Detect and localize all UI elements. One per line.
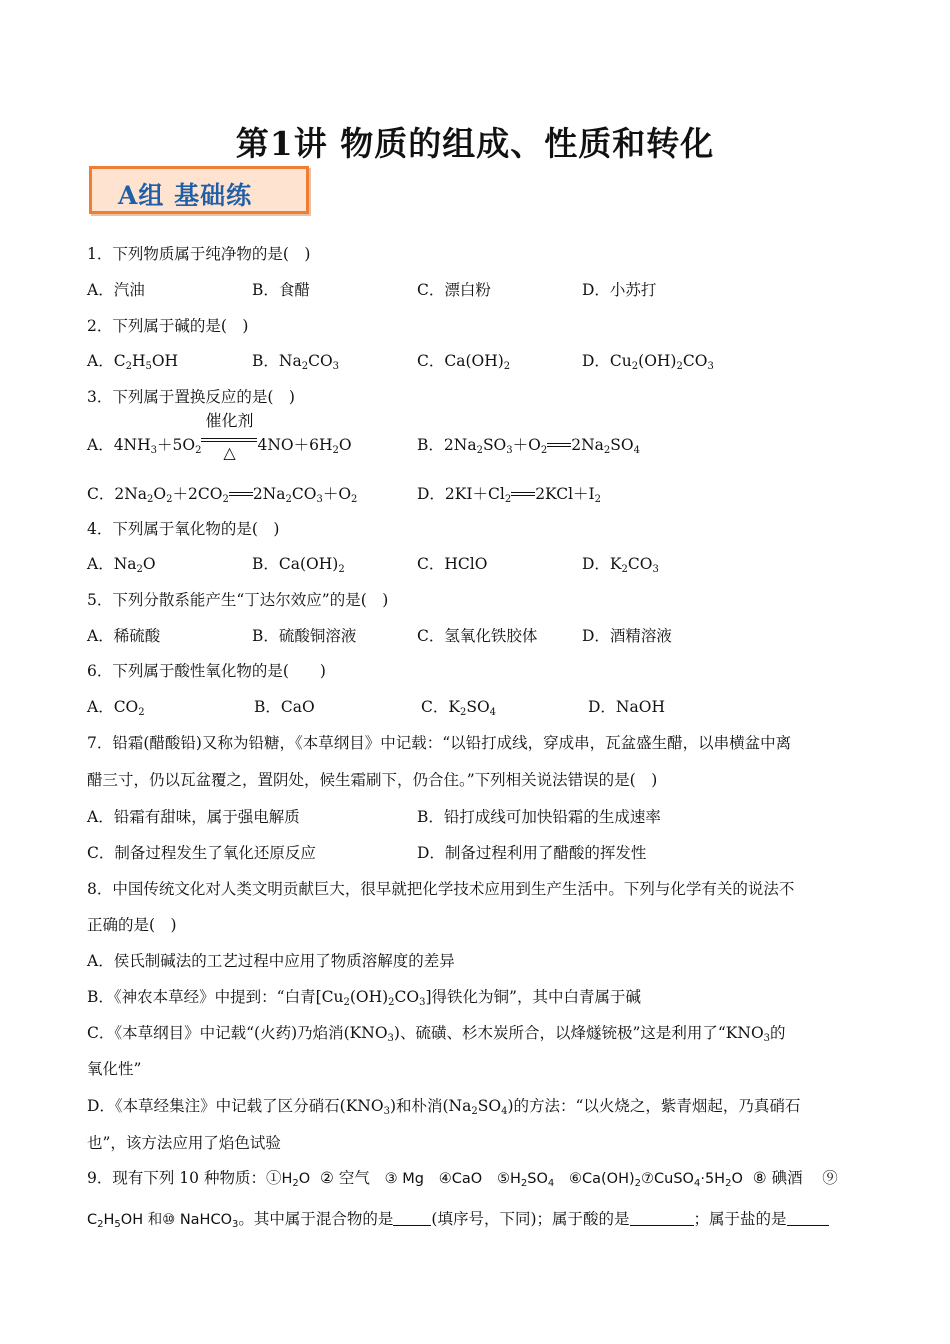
question-3-stem: 3．下列属于置换反应的是( )	[87, 388, 295, 406]
question-1-stem: 1．下列物质属于纯净物的是( )	[87, 245, 311, 263]
q3-option-c: C．$2Na_2O_2+2CO_2$ $2Na_2CO_3+O_2$	[87, 485, 358, 505]
q8-option-d-line-2: 也”，该方法应用了焰色试验	[87, 1134, 281, 1152]
answer-blank-acid[interactable]	[630, 1211, 694, 1226]
answer-blank-salt[interactable]	[787, 1211, 829, 1226]
q7-option-c: C．制备过程发生了氧化还原反应	[87, 844, 316, 862]
question-8-stem-line-2: 正确的是( )	[87, 916, 177, 934]
q3-option-b: B．$2Na_2SO_3+O_2$ $2Na_2SO_4$	[417, 436, 640, 456]
q6-option-a: A．$CO_2$	[87, 698, 145, 718]
q5-option-d: D．酒精溶液	[582, 627, 672, 645]
question-4-stem: 4．下列属于氧化物的是( )	[87, 520, 280, 538]
q8-option-d-line-1: D．《本草经集注》中记载了区分硝石$(KNO_3)$和朴消$(Na_2SO_4)$的方法：“以火烧之，紫青烟起，乃真硝石	[87, 1097, 801, 1117]
q1-option-a: A．汽油	[87, 281, 145, 299]
q3-option-a: A．$4NH_3+5O_2$ 催化剂 △ $4NO+6H_2O$	[87, 411, 352, 462]
q2-option-d: D．$Cu_2(OH)_2CO_3$	[582, 352, 714, 372]
page-title: 第1讲 物质的组成、性质和转化	[235, 124, 715, 163]
q8-option-c-line-1: C．《本草纲目》中记载“(火药)乃焰消$(KNO_3)$、硫磺、杉木炭所合，以烽燧铳极”这是利用了“$KNO_3$的	[87, 1024, 786, 1044]
question-9-line-2: $C_2H_5OH$ 和⑩ NaHCO$_3$。其中属于混合物的是 (填序号，下同)；属于酸的是 ；属于盐的是	[87, 1208, 877, 1231]
section-badge-label: A组 基础练	[118, 181, 253, 210]
reaction-condition: 催化剂 △	[201, 436, 257, 448]
q4-option-b: B．$Ca(OH)_2$	[252, 555, 345, 575]
q8-option-c-line-2: 氧化性”	[87, 1060, 142, 1078]
q2-option-a: A．$C_2H_5OH$	[87, 352, 179, 372]
q4-option-c: C．HClO	[417, 555, 488, 573]
q3-option-d: D．$2KI+Cl_2$ $2KCl+I_2$	[417, 485, 602, 505]
q4-option-d: D．$K_2CO_3$	[582, 555, 659, 575]
q6-option-c: C．$K_2SO_4$	[421, 698, 497, 718]
question-6-stem: 6．下列属于酸性氧化物的是( )	[87, 662, 326, 680]
q1-option-d: D．小苏打	[582, 281, 657, 299]
q8-option-a: A．侯氏制碱法的工艺过程中应用了物质溶解度的差异	[87, 952, 455, 970]
q1-option-c: C．漂白粉	[417, 281, 491, 299]
q5-option-b: B．硫酸铜溶液	[252, 627, 357, 645]
q7-option-d: D．制备过程利用了醋酸的挥发性	[417, 844, 647, 862]
q2-option-b: B．$Na_2CO_3$	[252, 352, 340, 372]
q7-option-b: B．铅打成线可加快铅霜的生成速率	[417, 808, 661, 826]
q4-option-a: A．$Na_2O$	[87, 555, 156, 575]
question-8-stem-line-1: 8．中国传统文化对人类文明贡献巨大，很早就把化学技术应用到生产生活中。下列与化学有关的说法不	[87, 880, 795, 898]
q6-option-b: B．CaO	[254, 698, 315, 716]
answer-blank-mixture[interactable]	[393, 1211, 431, 1226]
section-badge	[89, 166, 309, 214]
question-9-line-1: 9．现有下列 10 种物质：$①H_2O$ ② 空气 ③ Mg ④CaO $⑤H_2SO_4$ $⑥Ca(OH)_2⑦CuSO_4\cdot 5H_2O$ ⑧ 碘酒 ⑨	[87, 1169, 838, 1189]
q8-option-b: B．《神农本草经》中提到：“白青$[Cu_2(OH)_2CO_3]$得铁化为铜”，其中白青属于碱	[87, 988, 641, 1008]
q2-option-c: C．$Ca(OH)_2$	[417, 352, 511, 372]
question-7-stem-line-2: 醋三寸，仍以瓦盆覆之，置阴处，候生霜刷下，仍合住。”下列相关说法错误的是( )	[87, 771, 658, 789]
question-7-stem-line-1: 7．铅霜(醋酸铅)又称为铅糖，《本草纲目》中记载：“以铅打成线，穿成串，瓦盆盛生醋，以串横盆中离	[87, 734, 792, 752]
q7-option-a: A．铅霜有甜味，属于强电解质	[87, 808, 300, 826]
q5-option-a: A．稀硫酸	[87, 627, 161, 645]
q6-option-d: D．NaOH	[588, 698, 665, 716]
question-5-stem: 5．下列分散系能产生“丁达尔效应”的是( )	[87, 591, 389, 609]
q5-option-c: C．氢氧化铁胶体	[417, 627, 538, 645]
question-2-stem: 2．下列属于碱的是( )	[87, 317, 249, 335]
q1-option-b: B．食醋	[252, 281, 310, 299]
